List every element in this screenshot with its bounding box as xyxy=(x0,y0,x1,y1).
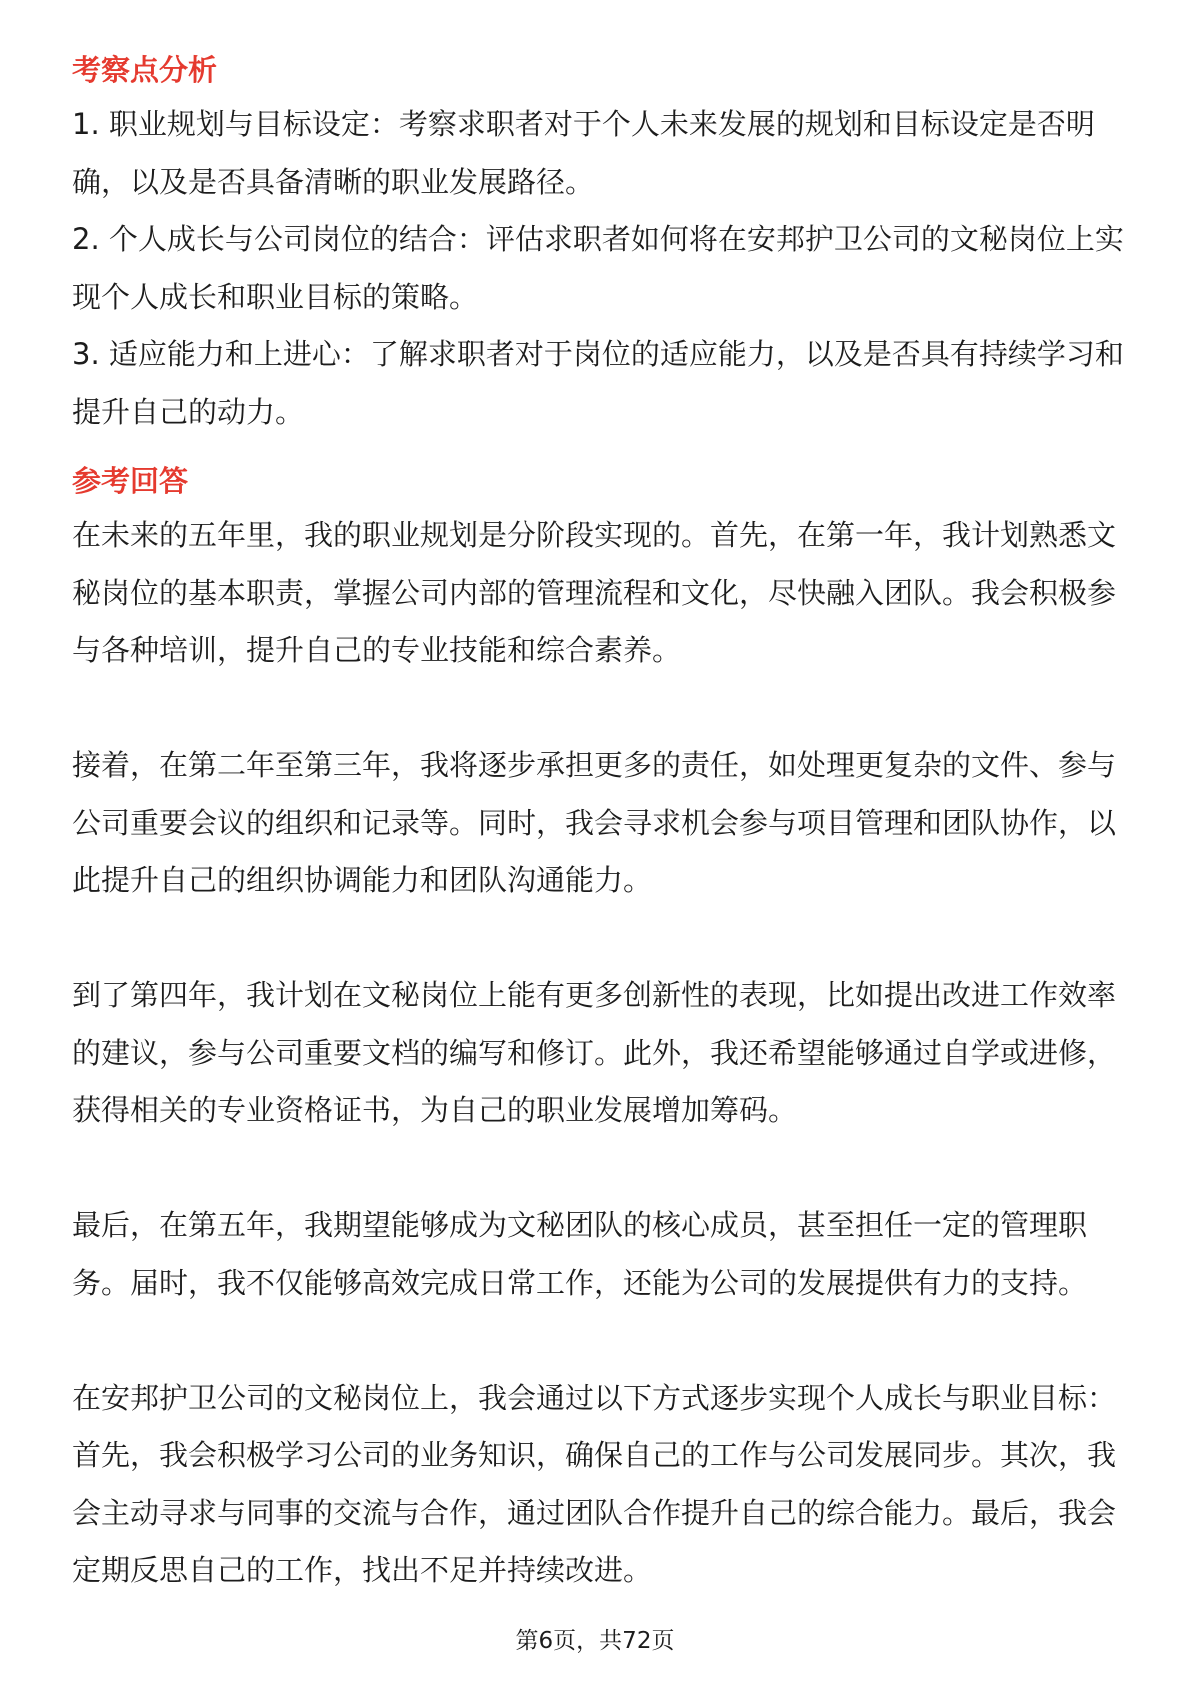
text-line: 到了第四年，我计划在文秘岗位上能有更多创新性的表现，比如提出改进工作效率 xyxy=(72,978,1117,1012)
text-line: 秘岗位的基本职责，掌握公司内部的管理流程和文化，尽快融入团队。我会积极参 xyxy=(72,575,1117,610)
text-line: 务。届时，我不仅能够高效完成日常工作，还能为公司的发展提供有力的支持。 xyxy=(72,1265,1088,1300)
text-line: 会主动寻求与同事的交流与合作，通过团队合作提升自己的综合能力。最后，我会 xyxy=(72,1495,1117,1530)
section-heading-answer: 参考回答 xyxy=(72,464,189,498)
answer-paragraph-2 xyxy=(72,737,1132,910)
analysis-item-2 xyxy=(72,211,1132,326)
answer-paragraph-4 xyxy=(72,1197,1132,1312)
text-line: 此提升自己的组织协调能力和团队沟通能力。 xyxy=(72,863,653,897)
text-line: 获得相关的专业资格证书，为自己的职业发展增加筹码。 xyxy=(72,1093,798,1127)
document-page xyxy=(72,44,1132,1600)
text-line: 公司重要会议的组织和记录等。同时，我会寻求机会参与项目管理和团队协作，以 xyxy=(72,805,1117,840)
text-line: 3. 适应能力和上进心：了解求职者对于岗位的适应能力，以及是否具有持续学习和 xyxy=(72,337,1124,371)
analysis-item-3 xyxy=(72,326,1132,441)
text-line: 的建议，参与公司重要文档的编写和修订。此外，我还希望能够通过自学或进修， xyxy=(72,1035,1117,1070)
section-heading-analysis: 考察点分析 xyxy=(72,53,218,87)
text-line: 在安邦护卫公司的文秘岗位上，我会通过以下方式逐步实现个人成长与职业目标： xyxy=(72,1380,1117,1415)
text-line: 确，以及是否具备清晰的职业发展路径。 xyxy=(72,164,595,199)
analysis-item-1 xyxy=(72,96,1132,211)
text-line: 提升自己的动力。 xyxy=(72,394,305,429)
text-line: 2. 个人成长与公司岗位的结合：评估求职者如何将在安邦护卫公司的文秘岗位上实 xyxy=(72,222,1124,256)
answer-paragraph-5 xyxy=(72,1370,1132,1600)
text-line: 首先，我会积极学习公司的业务知识，确保自己的工作与公司发展同步。其次，我 xyxy=(72,1438,1117,1472)
text-line: 最后，在第五年，我期望能够成为文秘团队的核心成员，甚至担任一定的管理职 xyxy=(72,1208,1088,1242)
page-number: 第6页，共72页 xyxy=(515,1628,675,1654)
answer-paragraph-1 xyxy=(72,507,1132,680)
text-line: 接着，在第二年至第三年，我将逐步承担更多的责任，如处理更复杂的文件、参与 xyxy=(72,748,1117,782)
text-line: 现个人成长和职业目标的策略。 xyxy=(72,279,479,314)
text-line: 与各种培训，提升自己的专业技能和综合素养。 xyxy=(72,633,682,667)
text-line: 在未来的五年里，我的职业规划是分阶段实现的。首先，在第一年，我计划熟悉文 xyxy=(72,518,1117,552)
text-line: 定期反思自己的工作，找出不足并持续改进。 xyxy=(72,1553,653,1587)
text-line: 1. 职业规划与目标设定：考察求职者对于个人未来发展的规划和目标设定是否明 xyxy=(72,107,1095,141)
answer-paragraph-3 xyxy=(72,967,1132,1140)
